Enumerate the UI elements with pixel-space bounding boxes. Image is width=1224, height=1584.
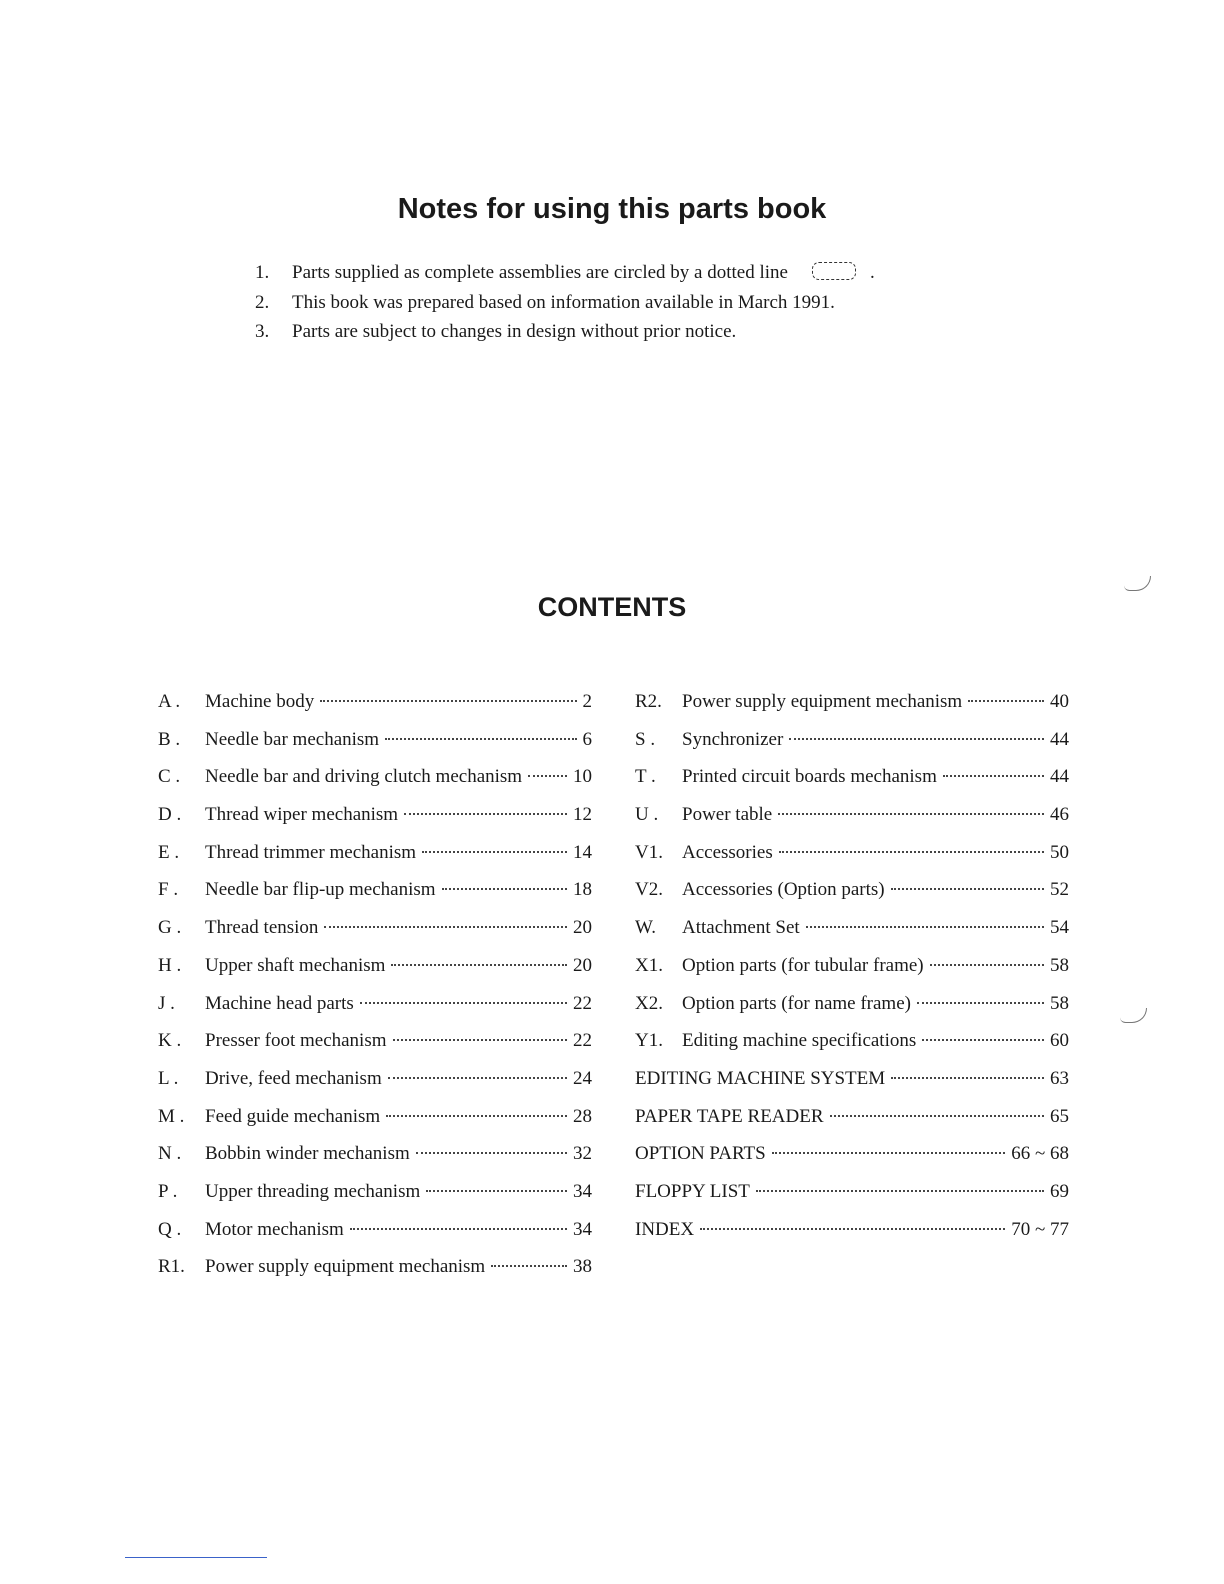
- entry-letter: R2.: [635, 691, 662, 712]
- entry-letter: X1.: [635, 954, 663, 976]
- entry-page: 44: [1050, 728, 1069, 750]
- entry-letter: W.: [635, 917, 656, 939]
- entry-letter: Q .: [158, 1218, 182, 1240]
- entry-label: INDEX: [635, 1218, 695, 1240]
- contents-entry: [635, 909, 1069, 947]
- entry-letter: R1.: [158, 1256, 185, 1278]
- contents-entry: [635, 758, 1069, 796]
- dot-leader: [830, 1115, 1044, 1117]
- entry-page: 24: [573, 1067, 592, 1089]
- entry-letter: X2.: [635, 992, 663, 1014]
- entry-label: Option parts (for tubular frame): [682, 954, 924, 976]
- entry-letter: C .: [158, 766, 181, 788]
- entry-label: Drive, feed mechanism: [205, 1067, 382, 1089]
- entry-page: 60: [1050, 1030, 1069, 1052]
- dot-leader: [943, 775, 1044, 777]
- entry-page: 20: [573, 954, 592, 976]
- contents-entry: [635, 683, 1069, 721]
- entry-letter: V2.: [635, 879, 663, 901]
- entry-label: Power supply equipment mechanism: [682, 691, 963, 712]
- dot-leader: [426, 1190, 567, 1192]
- entry-page: 38: [573, 1256, 592, 1278]
- entry-letter: U .: [635, 804, 659, 826]
- notes-title: Notes for using this parts book: [397, 193, 827, 225]
- dot-leader: [922, 1039, 1044, 1041]
- contents-entry: [158, 947, 592, 985]
- entry-label: Option parts (for name frame): [682, 992, 911, 1014]
- contents-left-column: [158, 683, 592, 1286]
- entry-letter: K .: [158, 1030, 182, 1052]
- entry-letter: E .: [158, 841, 180, 863]
- note-item-1: [255, 258, 975, 288]
- dot-leader: [386, 1115, 567, 1117]
- dot-leader: [404, 813, 567, 815]
- scan-mark: [1120, 1008, 1147, 1023]
- dot-leader: [350, 1228, 567, 1230]
- entry-page: 44: [1050, 766, 1069, 788]
- contents-entry: [635, 1135, 1069, 1173]
- entry-label: Thread wiper mechanism: [205, 804, 399, 826]
- note-number: 2.: [255, 291, 270, 313]
- contents-entry: [635, 1211, 1069, 1249]
- entry-letter: F .: [158, 879, 179, 901]
- footer-rule: [125, 1557, 267, 1558]
- entry-label: Needle bar mechanism: [205, 728, 380, 750]
- entry-letter: H .: [158, 954, 182, 976]
- entry-label: Printed circuit boards mechanism: [682, 766, 937, 788]
- entry-page: 20: [573, 917, 592, 939]
- contents-entry: [635, 985, 1069, 1023]
- entry-letter: G .: [158, 917, 182, 939]
- dot-leader: [789, 738, 1044, 740]
- contents-entry: [635, 1060, 1069, 1098]
- entry-page: 22: [573, 992, 592, 1014]
- entry-page: 34: [573, 1218, 592, 1240]
- dot-leader: [320, 700, 576, 702]
- entry-label: Bobbin winder mechanism: [205, 1143, 410, 1165]
- entry-page: 14: [573, 841, 592, 863]
- entry-label: Upper threading mechanism: [205, 1180, 421, 1202]
- contents-entry: [158, 796, 592, 834]
- dot-leader: [385, 738, 576, 740]
- dot-leader: [779, 851, 1044, 853]
- scan-mark: [1124, 576, 1151, 591]
- note-text: Parts supplied as complete assemblies are circled by a dotted line: [292, 262, 788, 283]
- entry-page: 54: [1050, 917, 1069, 939]
- entry-letter: T .: [635, 766, 656, 788]
- dot-leader: [968, 700, 1044, 702]
- entry-page: 58: [1050, 954, 1069, 976]
- dot-leader: [416, 1152, 567, 1154]
- contents-entry: [158, 909, 592, 947]
- contents-entry: [158, 834, 592, 872]
- dot-leader: [442, 888, 567, 890]
- entry-page: 50: [1050, 841, 1069, 863]
- contents-entry: [158, 871, 592, 909]
- entry-page: 58: [1050, 992, 1069, 1014]
- entry-page: 40: [1050, 691, 1069, 712]
- entry-label: Needle bar flip-up mechanism: [205, 879, 436, 901]
- contents-entry: [635, 1173, 1069, 1211]
- entry-page: 10: [573, 766, 592, 788]
- dot-leader: [422, 851, 567, 853]
- contents-entry: [158, 1173, 592, 1211]
- dot-leader: [930, 964, 1044, 966]
- entry-label: Upper shaft mechanism: [205, 954, 386, 976]
- note-item-2: [255, 288, 975, 318]
- entry-label: Synchronizer: [682, 728, 784, 750]
- contents-entry: [635, 947, 1069, 985]
- entry-page: 28: [573, 1105, 592, 1127]
- entry-page: 6: [582, 728, 592, 750]
- entry-label: Attachment Set: [682, 917, 800, 939]
- entry-page: 70 ~ 77: [1011, 1218, 1069, 1240]
- entry-page: 46: [1050, 804, 1069, 826]
- dot-leader: [917, 1002, 1044, 1004]
- note-number: 1.: [255, 262, 270, 283]
- dot-leader: [360, 1002, 567, 1004]
- entry-label: EDITING MACHINE SYSTEM: [635, 1067, 886, 1089]
- entry-label: Thread trimmer mechanism: [205, 841, 417, 863]
- contents-entry: [158, 1211, 592, 1249]
- contents-entry: [635, 1022, 1069, 1060]
- entry-page: 12: [573, 804, 592, 826]
- dot-leader: [491, 1265, 567, 1267]
- contents-entry: [158, 1135, 592, 1173]
- entry-label: Feed guide mechanism: [205, 1105, 381, 1127]
- dot-leader: [700, 1228, 1005, 1230]
- dotted-line-sample-icon: [812, 262, 856, 280]
- note-text: This book was prepared based on information available in March 1991.: [292, 291, 835, 313]
- contents-entry: [158, 721, 592, 759]
- dot-leader: [806, 926, 1044, 928]
- dot-leader: [756, 1190, 1044, 1192]
- entry-letter: J .: [158, 992, 175, 1014]
- contents-entry: [635, 1098, 1069, 1136]
- entry-page: 34: [573, 1180, 592, 1202]
- entry-page: 52: [1050, 879, 1069, 901]
- dot-leader: [391, 964, 567, 966]
- entry-page: 69: [1050, 1180, 1069, 1202]
- entry-label: Power table: [682, 804, 773, 826]
- entry-letter: S .: [635, 728, 656, 750]
- entry-letter: V1.: [635, 841, 663, 863]
- entry-label: Accessories (Option parts): [682, 879, 885, 901]
- dot-leader: [528, 775, 567, 777]
- entry-page: 18: [573, 879, 592, 901]
- entry-label: Machine head parts: [205, 992, 354, 1014]
- entry-label: Machine body: [205, 691, 315, 712]
- entry-letter: D .: [158, 804, 182, 826]
- entry-page: 32: [573, 1143, 592, 1165]
- dot-leader: [388, 1077, 567, 1079]
- entry-label: Editing machine specifications: [682, 1030, 917, 1052]
- entry-label: PAPER TAPE READER: [635, 1105, 824, 1127]
- entry-page: 2: [582, 691, 592, 712]
- contents-title: CONTENTS: [537, 592, 687, 622]
- entry-page: 66 ~ 68: [1011, 1143, 1069, 1165]
- entry-label: Power supply equipment mechanism: [205, 1256, 486, 1278]
- dot-leader: [393, 1039, 567, 1041]
- contents-entry: [635, 871, 1069, 909]
- entry-letter: Y1.: [635, 1030, 663, 1052]
- contents-right-column: [635, 683, 1069, 1248]
- dot-leader: [772, 1152, 1006, 1154]
- entry-page: 22: [573, 1030, 592, 1052]
- dot-leader: [891, 1077, 1044, 1079]
- dot-leader: [778, 813, 1044, 815]
- note-number: 3.: [255, 321, 270, 342]
- entry-letter: P .: [158, 1180, 178, 1202]
- entry-label: Needle bar and driving clutch mechanism: [205, 766, 523, 788]
- entry-letter: A .: [158, 691, 181, 712]
- contents-entry: [635, 796, 1069, 834]
- contents-entry: [635, 721, 1069, 759]
- note-text: Parts are subject to changes in design without prior notice.: [292, 321, 737, 342]
- entry-label: Thread tension: [205, 917, 319, 939]
- entry-label: Accessories: [682, 841, 773, 863]
- contents-entry: [158, 1022, 592, 1060]
- entry-label: Presser foot mechanism: [205, 1030, 387, 1052]
- entry-letter: L .: [158, 1067, 179, 1089]
- dot-leader: [891, 888, 1044, 890]
- entry-page: 63: [1050, 1067, 1069, 1089]
- contents-entry: [158, 1098, 592, 1136]
- entry-label: FLOPPY LIST: [635, 1180, 750, 1202]
- entry-letter: M .: [158, 1105, 185, 1127]
- entry-label: OPTION PARTS: [635, 1143, 766, 1165]
- contents-entry: [158, 683, 592, 721]
- contents-entry: [158, 985, 592, 1023]
- dot-leader: [324, 926, 567, 928]
- contents-entry: [635, 834, 1069, 872]
- contents-entry: [158, 1060, 592, 1098]
- entry-letter: N .: [158, 1143, 182, 1165]
- contents-entry: [158, 758, 592, 796]
- note-item-3: [255, 317, 975, 347]
- contents-entry: [158, 1248, 592, 1286]
- note-suffix: .: [869, 262, 875, 283]
- notes-list: [255, 258, 975, 347]
- entry-label: Motor mechanism: [205, 1218, 344, 1240]
- entry-page: 65: [1050, 1105, 1069, 1127]
- entry-letter: B .: [158, 728, 181, 750]
